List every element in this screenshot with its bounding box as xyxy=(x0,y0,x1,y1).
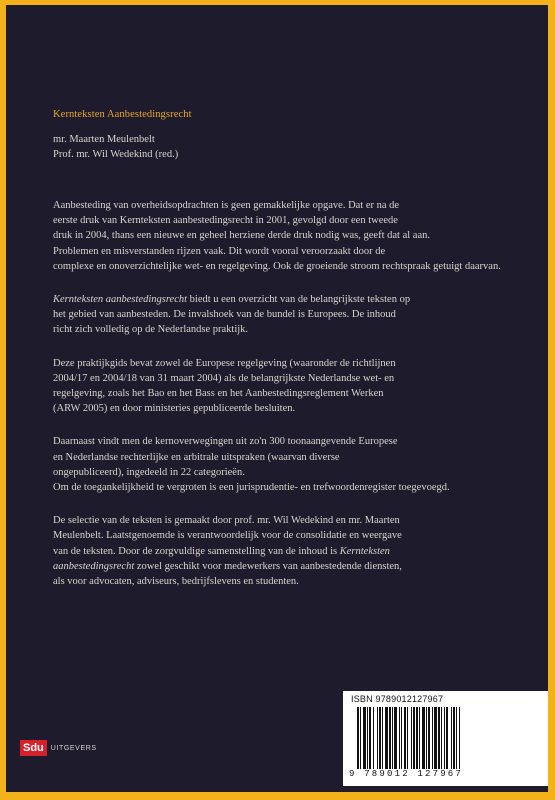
text-line: richt zich volledig op de Nederlandse praktijk. xyxy=(53,324,249,336)
text-line: druk in 2004, thans een nieuwe en geheel herziene derde druk nodig was, geeft dat xyxy=(53,230,400,242)
text-line: toegevoegd. xyxy=(398,482,450,494)
book-title-italic: Kernteksten aanbestedingsrecht xyxy=(53,294,188,306)
text-line: als voor advocaten, adviseurs, bedrijfslevens en studenten. xyxy=(53,576,299,588)
text-line: en Nederlandse rechterlijke en arbitrale uitspraken (waarvan diverse xyxy=(53,451,340,463)
paragraph-2 xyxy=(53,292,528,338)
book-title-italic: Kernteksten xyxy=(339,545,390,557)
back-cover xyxy=(6,5,548,792)
publisher-name: UITGEVERS xyxy=(50,744,97,752)
text-line: Daarnaast vindt men de kernoverwegingen uit zo'n 300 toonaangevende Europese xyxy=(53,436,398,448)
paragraph-1 xyxy=(53,198,528,274)
isbn-label: ISBN 9789012127967 xyxy=(351,694,444,704)
text-line: Om de toegankelijkheid te vergroten is een jurisprudentie- en trefwoordenregister xyxy=(53,482,396,494)
text-line: complexe en onoverzichtelijke wet- en regelgeving. Ook de groeiende stroom xyxy=(53,260,380,272)
blurb xyxy=(53,198,528,607)
paragraph-4 xyxy=(53,434,528,495)
paragraph-3 xyxy=(53,356,528,417)
text-line xyxy=(53,561,402,572)
text-line: Aanbesteding van overheidsopdrachten is geen gemakkelijke opgave. Dat er na de xyxy=(53,200,400,211)
series-title: Kernteksten Aanbestedingsrecht xyxy=(53,109,192,120)
paragraph-5 xyxy=(53,513,528,589)
author-1: mr. Maarten Meulenbelt xyxy=(53,134,155,145)
book-title-italic: aanbestedingsrecht xyxy=(53,560,135,572)
text-line xyxy=(53,546,390,557)
authors xyxy=(53,132,178,162)
publisher-logo xyxy=(20,740,97,756)
barcode-panel xyxy=(343,691,548,786)
text-fragment: zowel geschikt voor medewerkers van aanbestedende diensten, xyxy=(134,560,402,572)
author-2: Prof. mr. Wil Wedekind (red.) xyxy=(53,149,179,160)
text-line xyxy=(53,294,410,305)
text-line: rechtspraak getuigt daarvan. xyxy=(382,260,501,272)
text-line: ongepubliceerd), ingedeeld in 22 categorieën. xyxy=(53,466,245,478)
barcode-digits: 9 789012 127967 xyxy=(349,769,464,779)
text-line: regelgeving, zoals het Bao en het Bass en het Aanbestedingsreglement Werken xyxy=(53,388,384,400)
text-fragment: van de teksten. Door de zorgvuldige samenstelling van de inhoud is xyxy=(53,545,340,557)
text-line: eerste druk van Kernteksten aanbestedingsrecht in 2001, gevolgd door een tweede xyxy=(53,215,398,227)
text-line: Deze praktijkgids bevat zowel de Europese regelgeving (waaronder de richtlijnen xyxy=(53,357,396,369)
sdu-logo: Sdu xyxy=(20,740,47,756)
barcode-icon xyxy=(357,707,535,769)
text-line: Meulenbelt. Laatstgenoemde is verantwoordelijk voor de consolidatie en weergave xyxy=(53,530,402,542)
text-line: al aan. xyxy=(402,230,430,242)
text-line: Problemen en misverstanden rijzen vaak. Dit wordt vooral veroorzaakt door de xyxy=(53,245,386,257)
text-fragment: biedt u een overzicht van de belangrijkste teksten op xyxy=(187,294,411,306)
text-line: het gebied van aanbesteden. De invalshoek van de bundel is Europees. De inhoud xyxy=(53,309,396,321)
text-line: De selectie van de teksten is gemaakt door prof. mr. Wil Wedekind en mr. Maarten xyxy=(53,515,400,527)
text-line: (ARW 2005) en door ministeries gepubliceerde besluiten. xyxy=(53,403,296,415)
text-line: 2004/17 en 2004/18 van 31 maart 2004) als de belangrijkste Nederlandse wet- en xyxy=(53,372,395,384)
